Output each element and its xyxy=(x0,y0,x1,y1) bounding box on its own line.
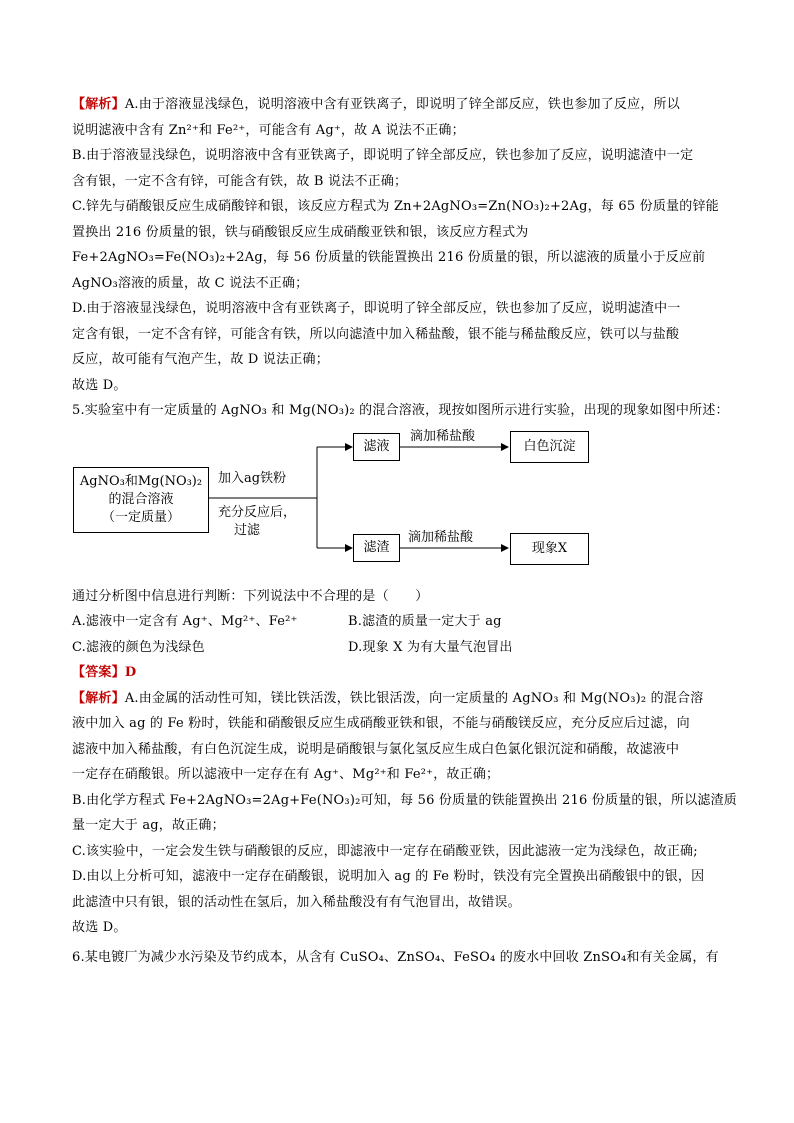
answer-value: D xyxy=(124,665,137,680)
q5-analysis xyxy=(72,686,737,941)
text-line: 液中加入 ag 的 Fe 粉时，铁能和硝酸银反应生成硝酸亚铁和银，不能与硝酸镁反应，充分反应后过滤，向 xyxy=(72,716,690,731)
filtrate-box: 滤液 xyxy=(353,433,400,461)
option-b: B.滤渣的质量一定大于 ag xyxy=(348,614,502,629)
question-5-prompt: 通过分析图中信息进行判断：下列说法中不合理的是（ ） xyxy=(72,588,429,604)
options-row-1 xyxy=(72,609,724,635)
text-line: 此滤渣中只有银，银的活动性在氢后，加入稀盐酸没有有气泡冒出，故错误。 xyxy=(72,894,521,910)
after-reaction-label: 充分反应后， xyxy=(218,504,297,520)
text-line: 说明滤液中含有 Zn²⁺和 Fe²⁺，可能含有 Ag⁺，故 A 说法不正确； xyxy=(72,122,465,138)
text-line: C.该实验中，一定会发生铁与硝酸银的反应，即滤液中一定存在硝酸亚铁，因此滤液一定为浅绿色，故正确; xyxy=(72,843,698,859)
text-line: Fe+2AgNO₃=Fe(NO₃)₂+2Ag，每 56 份质量的铁能置换出 216 份质量的银，所以滤液的质量小于反应前 xyxy=(72,250,706,265)
filter-label: 过滤 xyxy=(234,522,261,538)
add-hcl-label-top: 滴加稀盐酸 xyxy=(410,428,476,444)
options-row-2 xyxy=(72,635,724,661)
text-line: C.锌先与硝酸银反应生成硝酸锌和银，该反应方程式为 Zn+2AgNO₃=Zn(NO₃)₂+2Ag，每 65 份质量的锌能 xyxy=(72,199,719,214)
question-5-stem: 5.实验室中有一定质量的 AgNO₃ 和 Mg(NO₃)₂ 的混合溶液，现按如图所示进行实验，出现的现象如图中所述： xyxy=(72,403,729,418)
add-hcl-label-bottom: 滴加稀盐酸 xyxy=(408,529,474,545)
residue-box: 滤渣 xyxy=(353,534,400,562)
text-line: 含有银，一定不含有锌，可能含有铁，故 B 说法不正确； xyxy=(72,173,408,189)
start-line: 的混合溶液 xyxy=(108,491,174,507)
text-line: B.由于溶液显浅绿色，说明溶液中含有亚铁离子，即说明了锌全部反应，铁也参加了反应，说明滤渣中一定 xyxy=(72,148,694,163)
analysis-tag: 【解析】 xyxy=(72,97,125,112)
text-line: A.由于溶液显浅绿色，说明溶液中含有亚铁离子，即说明了锌全部反应，铁也参加了反应，所以 xyxy=(124,97,680,112)
text-line: 一定存在硝酸银。所以滤液中一定存在有 Ag⁺、Mg²⁺和 Fe²⁺，故正确； xyxy=(72,767,500,782)
text-line: 定含有银，一定不含有锌，可能含有铁，所以向滤渣中加入稀盐酸，银不能与稀盐酸反应，铁可以与盐酸 xyxy=(72,326,680,342)
option-d: D.现象 X 为有大量气泡冒出 xyxy=(348,639,513,655)
experiment-flow-diagram xyxy=(72,428,724,578)
text-line: 滤液中加入稀盐酸，有白色沉淀生成，说明是硝酸银与氯化氢反应生成白色氯化银沉淀和硝酸，故滤液中 xyxy=(72,741,680,757)
add-iron-label: 加入ag铁粉 xyxy=(218,470,287,486)
analysis-tag: 【解析】 xyxy=(72,690,125,706)
text-line: A.由金属的活动性可知，镁比铁活泼，铁比银活泼，向一定质量的 AgNO₃ 和 Mg(NO₃)₂ 的混合溶 xyxy=(124,690,704,706)
text-line: 故选 D。 xyxy=(72,920,127,935)
white-precipitate-box: 白色沉淀 xyxy=(510,431,589,463)
option-c: C.滤液的颜色为浅绿色 xyxy=(72,639,205,655)
text-line: D.由以上分析可知，滤液中一定存在硝酸银，说明加入 ag 的 Fe 粉时，铁没有完全置换出硝酸银中的银，因 xyxy=(72,869,705,884)
answer-tag: 【答案】 xyxy=(72,665,125,680)
text-line: 故选 D。 xyxy=(72,377,127,393)
answer-line xyxy=(72,660,724,686)
start-line: AgNO₃和Mg(NO₃)₂ xyxy=(79,473,203,489)
document-page xyxy=(72,92,737,970)
option-a: A.滤液中一定含有 Ag⁺、Mg²⁺、Fe²⁺ xyxy=(72,614,298,629)
text-line: B.由化学方程式 Fe+2AgNO₃=2Ag+Fe(NO₃)₂可知，每 56 份质量的铁能置换出 216 份质量的银，所以滤渣质 xyxy=(72,792,737,808)
start-line: （一定质量） xyxy=(101,509,180,525)
phenomenon-x-box: 现象X xyxy=(510,533,589,565)
text-line: D.由于溶液显浅绿色，说明溶液中含有亚铁离子，即说明了锌全部反应，铁也参加了反应，说明滤渣中一 xyxy=(72,301,681,316)
text-line: AgNO₃溶液的质量，故 C 说法不正确； xyxy=(72,275,309,291)
question-6-stem: 6.某电镀厂为减少水污染及节约成本，从含有 CuSO₄、ZnSO₄、FeSO₄ 的废水中回收 ZnSO₄和有关金属，有 xyxy=(72,949,719,965)
text-line: 量一定大于 ag，故正确； xyxy=(72,818,225,833)
q4-analysis xyxy=(72,92,724,398)
text-line: 反应，故可能有气泡产生，故 D 说法正确； xyxy=(72,352,329,367)
text-line: 置换出 216 份质量的银，铁与硝酸银反应生成硝酸亚铁和银，该反应方程式为 xyxy=(72,224,529,240)
start-solution-box xyxy=(73,467,209,533)
